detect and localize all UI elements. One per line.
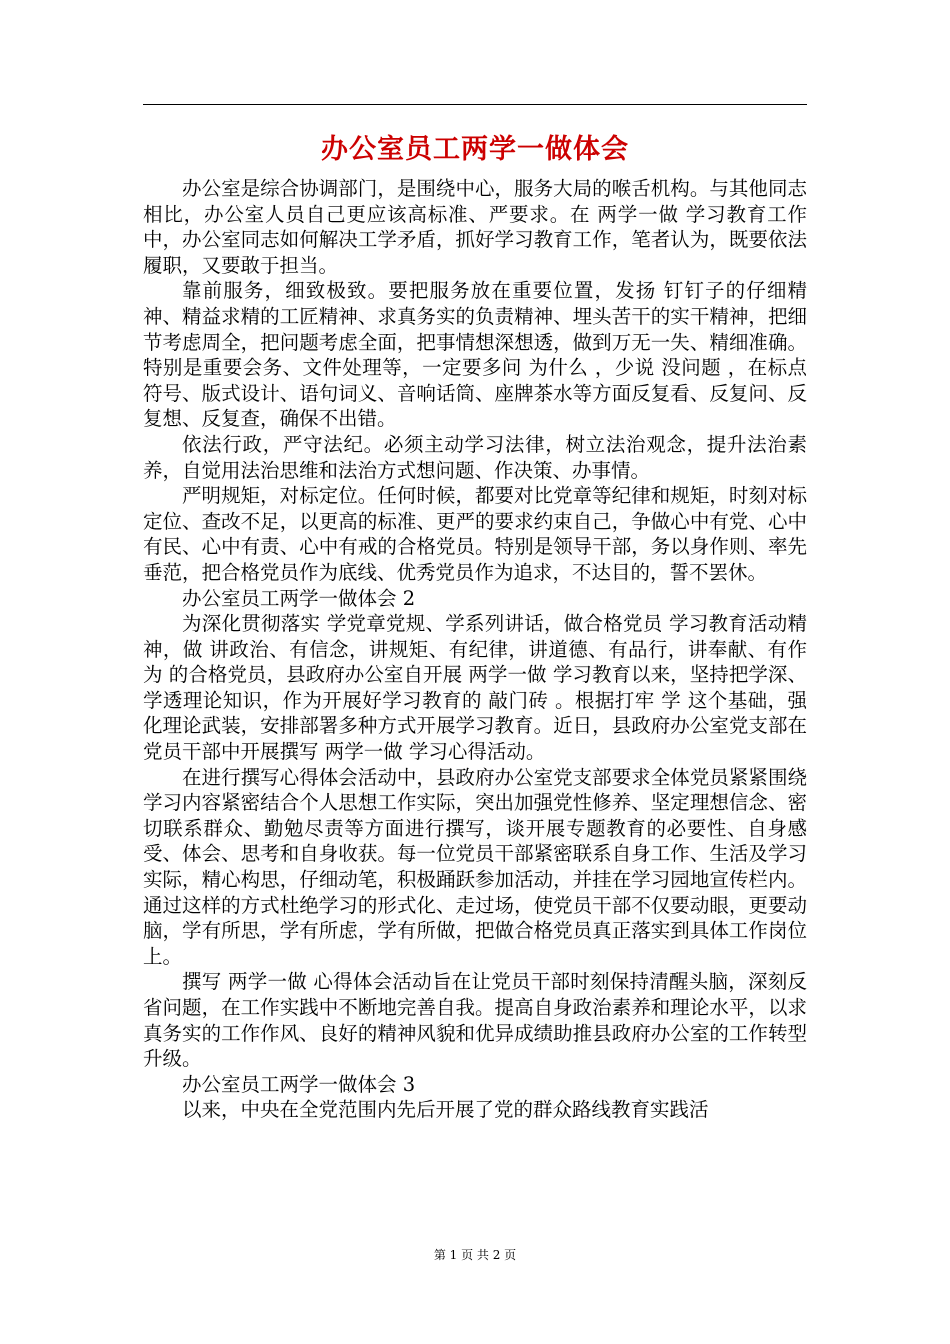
paragraph-writing: 在进行撰写心得体会活动中，县政府办公室党支部要求全体党员紧紧围绕学习内容紧密结合个人思想工作实际，突出加强党性修养、坚定理想信念、密切联系群众、勤勉尽责等方面进行撰写，谈开展专题教育的必要性、自身感受、体会、思考和自身收获。每一位党员干部紧密联系自身工作、生活及学习实际，精心构思，仔细动笔，积极踊跃参加活动，并挂在学习园地宣传栏内。通过这样的方式杜绝学习的形式化、走过场，使党员干部不仅要动眼，更要动脑，学有所思，学有所虑，学有所做，把做合格党员真正落实到具体工作岗位上。: [143, 765, 807, 968]
document-body: [143, 176, 807, 1216]
paragraph-law: 依法行政，严守法纪。必须主动学习法律，树立法治观念，提升法治素养，自觉用法治思维和法治方式想问题、作决策、办事情。: [143, 432, 807, 482]
paragraph-purpose: 撰写 两学一做 心得体会活动旨在让党员干部时刻保持清醒头脑，深刻反省问题，在工作实践中不断地完善自我。提高自身政治素养和理论水平，以求真务实的工作作风、良好的精神风貌和优异成绩助推县政府办公室的工作转型升级。: [143, 970, 807, 1071]
section-heading-2: 办公室员工两学一做体会 2: [182, 586, 416, 610]
page-number: 第 1 页 共 2 页: [433, 1248, 517, 1262]
document-title: 办公室员工两学一做体会: [321, 134, 629, 165]
paragraph-intro: 办公室是综合协调部门，是围绕中心，服务大局的喉舌机构。与其他同志相比，办公室人员自己更应该高标准、严要求。在 两学一做 学习教育工作中，办公室同志如何解决工学矛盾，抓好学习教育工作，笔者认为，既要依法履职，又要敢于担当。: [143, 177, 807, 277]
paragraph-service: 靠前服务，细致极致。要把服务放在重要位置，发扬 钉钉子的仔细精神、精益求精的工匠精神、求真务实的负责精神、埋头苦干的实干精神，把细节考虑周全，把问题考虑全面，把事情想深想透，做到万无一失、精细准确。特别是重要会务、文件处理等，一定要多问 为什么 ，少说 没问题 ，在标点符号、版式设计、语句词义、音响话筒、座牌茶水等方面反复看、反复问、反复想、反复查，确保不出错。: [143, 279, 807, 431]
header-rule: [143, 104, 807, 105]
paragraph-campaign: 以来，中央在全党范围内先后开展了党的群众路线教育实践活: [182, 1098, 709, 1122]
paragraph-study: 为深化贯彻落实 学党章党规、学系列讲话，做合格党员 学习教育活动精神，做 讲政治、有信念，讲规矩、有纪律，讲道德、有品行，讲奉献、有作为 的合格党员，县政府办公室自开展 两学一做 学习教育以来，坚持把学深、学透理论知识，作为开展好学习教育的 敲门砖 。根据打牢 学 这个基础，强化理论武装，安排部署多种方式开展学习教育。近日，县政府办公室党支部在党员干部中开展撰写 两学一做 学习心得活动。: [143, 612, 807, 764]
section-heading-3: 办公室员工两学一做体会 3: [182, 1072, 416, 1096]
paragraph-rules: 严明规矩，对标定位。任何时候，都要对比党章等纪律和规矩，时刻对标定位、查改不足，以更高的标准、更严的要求约束自己，争做心中有党、心中有民、心中有责、心中有戒的合格党员。特别是领导干部，务以身作则、率先垂范，把合格党员作为底线、优秀党员作为追求，不达目的，誓不罢休。: [143, 484, 807, 584]
